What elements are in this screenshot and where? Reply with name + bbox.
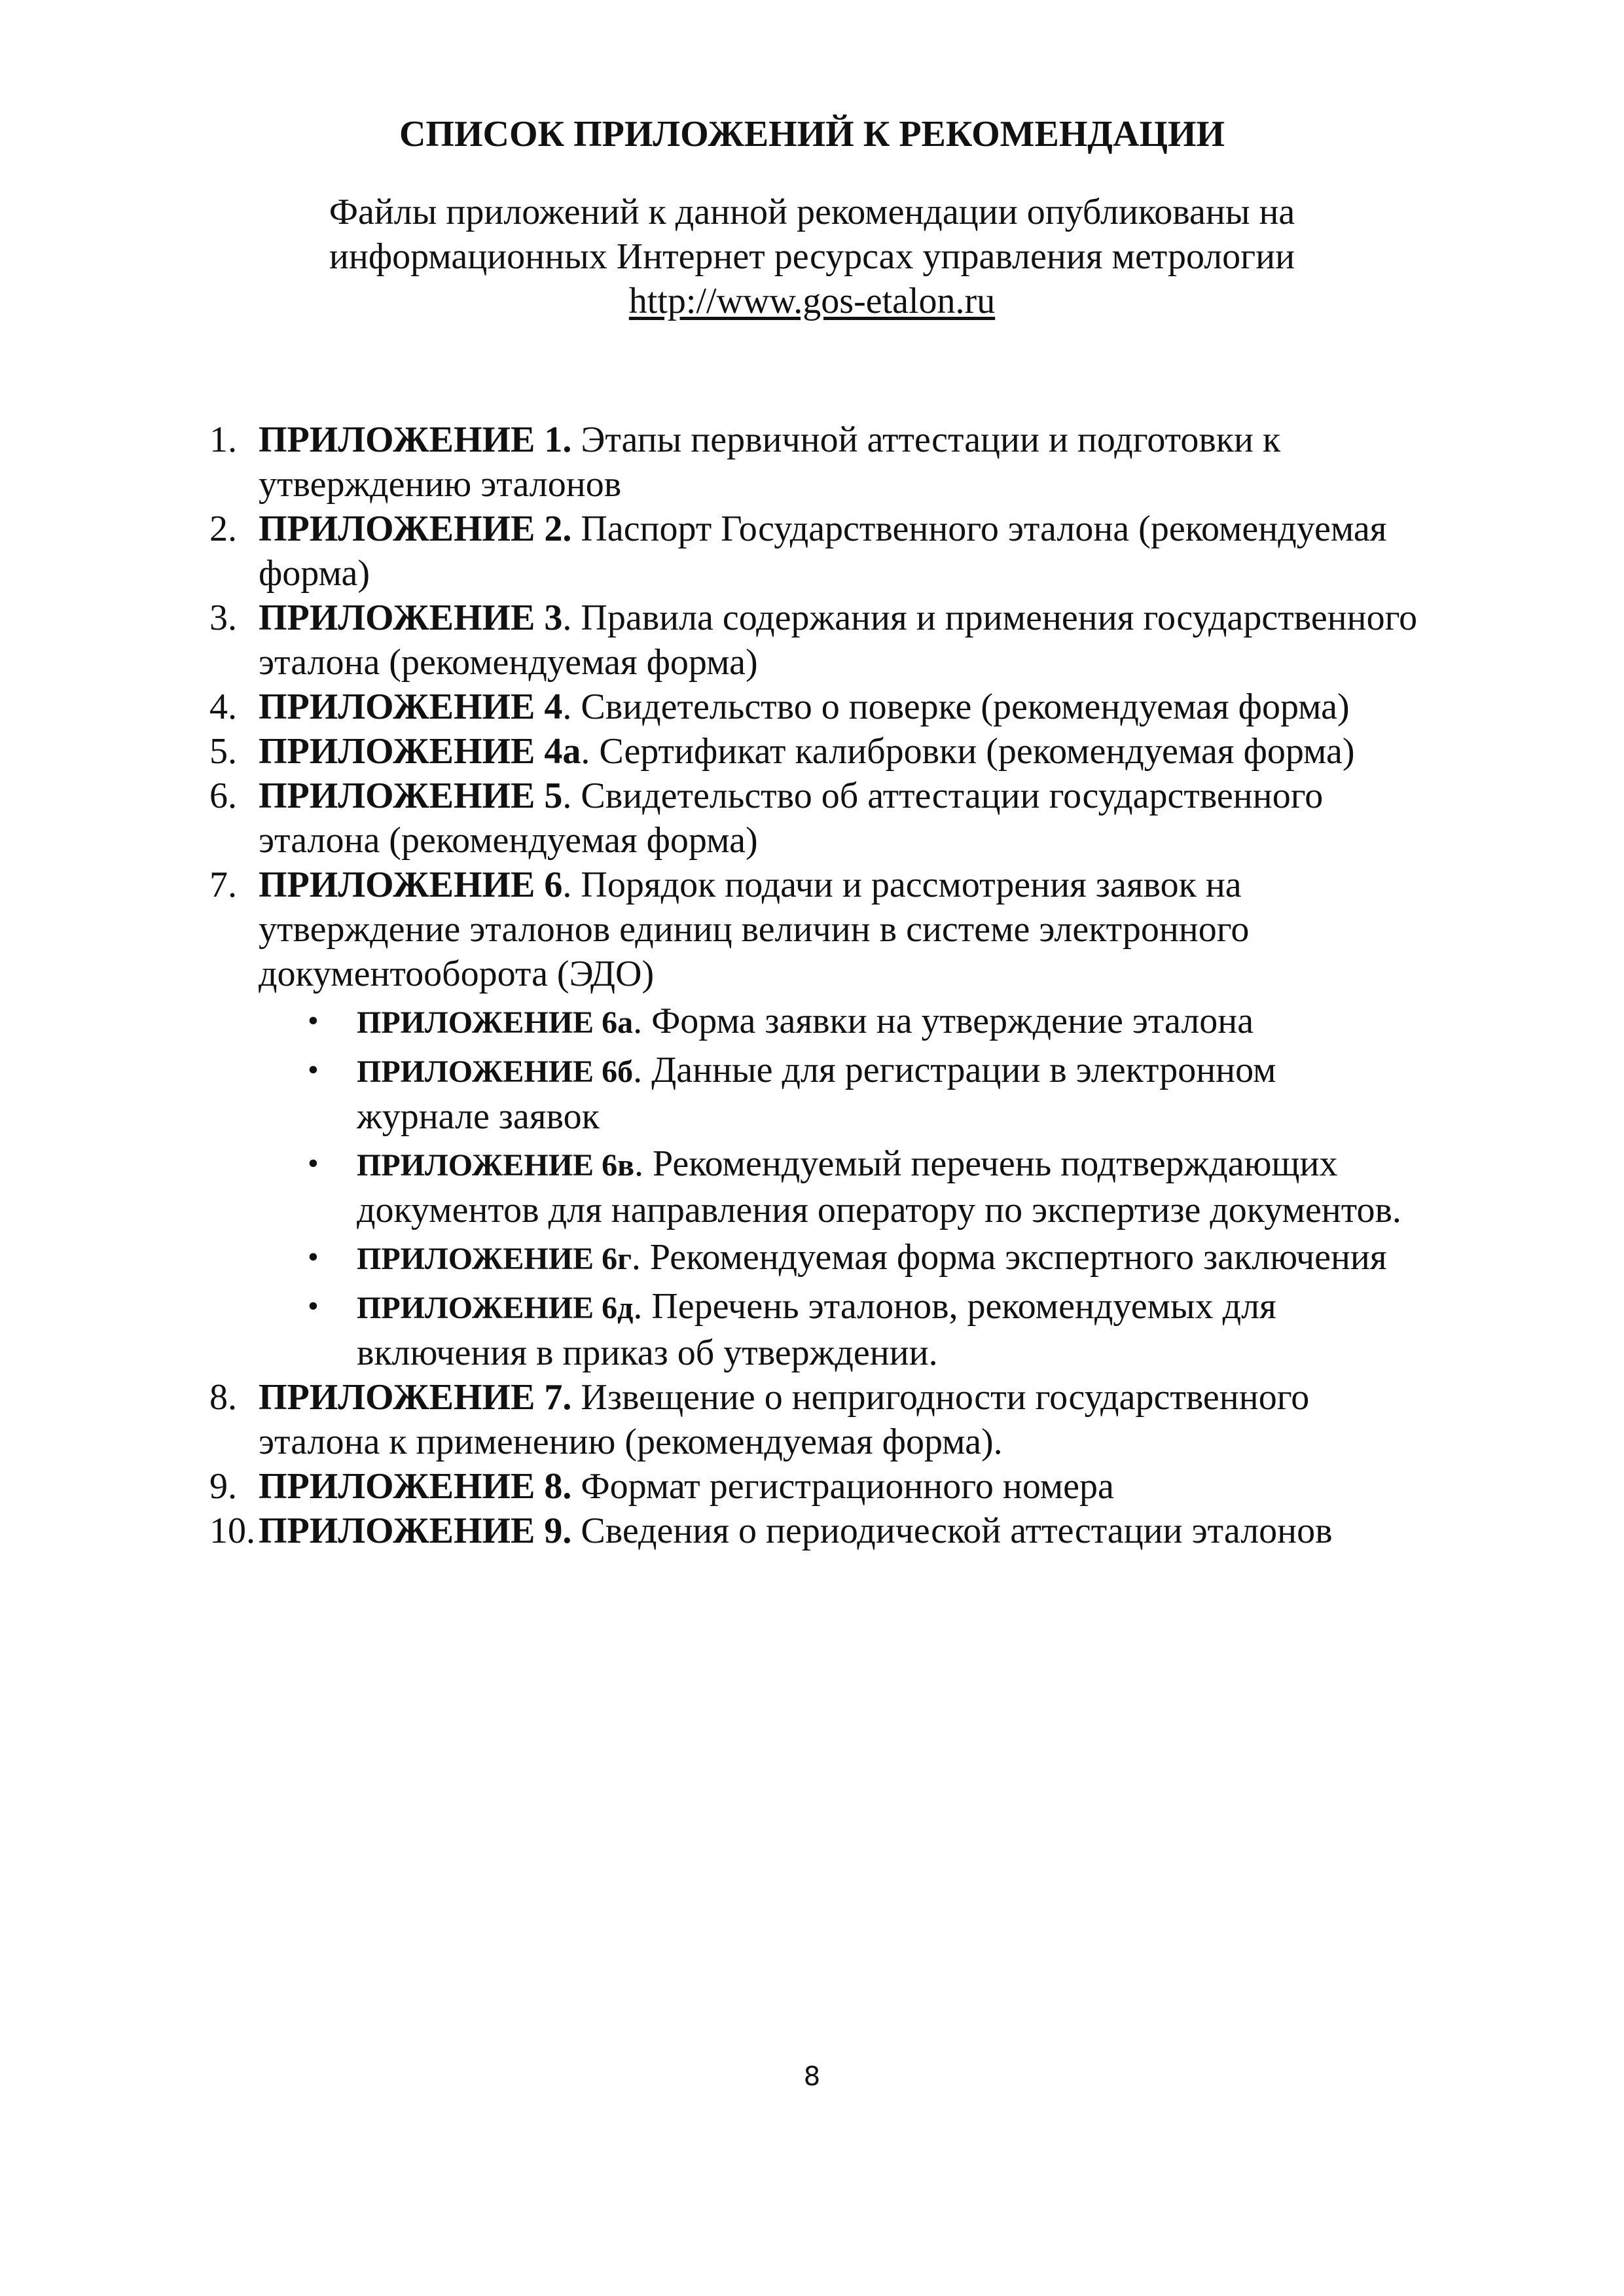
appendix-label: ПРИЛОЖЕНИЕ 8. [259, 1466, 572, 1507]
sub-appendix-label: ПРИЛОЖЕНИЕ 6б [357, 1054, 634, 1089]
bullet-icon: • [308, 1240, 319, 1274]
item-number: 9. [209, 1466, 237, 1507]
item-number: 4. [209, 687, 237, 727]
list-item [0, 1464, 1437, 1509]
sub-list-item [259, 999, 1417, 1045]
sub-appendix-list [259, 999, 1437, 1375]
sub-appendix-description: . Рекомендуемая форма экспертного заключения [631, 1237, 1387, 1278]
item-number: 2. [209, 509, 237, 549]
item-number: 10. [209, 1511, 255, 1551]
appendix-label: ПРИЛОЖЕНИЕ 3 [259, 598, 563, 638]
appendix-label: ПРИЛОЖЕНИЕ 4а [259, 731, 581, 772]
sub-appendix-label: ПРИЛОЖЕНИЕ 6а [357, 1005, 634, 1040]
page-title: СПИСОК ПРИЛОЖЕНИЙ К РЕКОМЕНДАЦИИ [399, 114, 1225, 154]
item-number: 7. [209, 865, 237, 905]
list-item [0, 596, 1437, 685]
list-item [0, 863, 1437, 1375]
appendix-label: ПРИЛОЖЕНИЕ 6 [259, 865, 563, 905]
appendix-label: ПРИЛОЖЕНИЕ 4 [259, 687, 563, 727]
list-item [0, 418, 1437, 507]
item-number: 8. [209, 1377, 237, 1418]
sub-appendix-label: ПРИЛОЖЕНИЕ 6г [357, 1242, 632, 1276]
sub-appendix-label: ПРИЛОЖЕНИЕ 6д [357, 1291, 634, 1325]
appendix-description: Сведения о периодической аттестации эталонов [571, 1511, 1333, 1551]
list-item [0, 685, 1437, 729]
page-number: 8 [803, 2062, 821, 2092]
appendix-list [0, 418, 1624, 1553]
list-item [0, 774, 1437, 863]
bullet-icon: • [308, 1289, 319, 1323]
sub-list-item [259, 1284, 1417, 1375]
sub-list-item [259, 1048, 1417, 1139]
item-number: 1. [209, 420, 237, 460]
intro-line-2: информационных Интернет ресурсах управления метрологии [329, 236, 1295, 277]
sub-appendix-description: . Форма заявки на утверждение эталона [633, 1001, 1254, 1041]
list-item [0, 1375, 1437, 1464]
appendix-description: . Порядок подачи и рассмотрения заявок на утверждение эталонов единиц величин в системе электронного документооборота (ЭДО) [259, 865, 1250, 994]
appendix-label: ПРИЛОЖЕНИЕ 1. [259, 420, 572, 460]
appendix-label: ПРИЛОЖЕНИЕ 5 [259, 776, 563, 816]
bullet-icon: • [308, 1003, 319, 1038]
sub-list-item [259, 1141, 1417, 1232]
website-link[interactable]: http://www.gos-etalon.ru [628, 281, 996, 321]
intro-line-1: Файлы приложений к данной рекомендации опубликованы на [329, 192, 1295, 232]
appendix-label: ПРИЛОЖЕНИЕ 7. [259, 1377, 572, 1418]
appendix-description: Извещение о непригодности государственного эталона к применению (рекомендуемая форма). [259, 1377, 1310, 1462]
bullet-icon: • [308, 1052, 319, 1087]
sub-appendix-label: ПРИЛОЖЕНИЕ 6в [357, 1148, 634, 1183]
sub-appendix-description: . Перечень эталонов, рекомендуемых для включения в приказ об утверждении. [357, 1286, 1276, 1373]
appendix-description: Этапы первичной аттестации и подготовки к утверждению эталонов [259, 420, 1281, 505]
sub-appendix-description: . Рекомендуемый перечень подтверждающих документов для направления оператору по экспертизе документов. [357, 1143, 1401, 1230]
appendix-description: Паспорт Государственного эталона (рекомендуемая форма) [259, 509, 1387, 594]
appendix-description: . Правила содержания и применения государственного эталона (рекомендуемая форма) [259, 598, 1418, 683]
sub-list-item [259, 1235, 1417, 1282]
intro-paragraph [0, 190, 1624, 323]
appendix-description: Формат регистрационного номера [571, 1466, 1114, 1507]
item-number: 6. [209, 776, 237, 816]
appendix-description: . Свидетельство об аттестации государственного эталона (рекомендуемая форма) [259, 776, 1324, 861]
sub-appendix-description: . Данные для регистрации в электронном журнале заявок [357, 1050, 1276, 1137]
list-item [0, 729, 1437, 774]
appendix-label: ПРИЛОЖЕНИЕ 9. [259, 1511, 572, 1551]
appendix-label: ПРИЛОЖЕНИЕ 2. [259, 509, 572, 549]
item-number: 3. [209, 598, 237, 638]
appendix-description: . Сертификат калибровки (рекомендуемая форма) [581, 731, 1355, 772]
appendix-description: . Свидетельство о поверке (рекомендуемая форма) [562, 687, 1350, 727]
item-number: 5. [209, 731, 237, 772]
bullet-icon: • [308, 1146, 319, 1181]
list-item [0, 1509, 1437, 1553]
list-item [0, 507, 1437, 596]
